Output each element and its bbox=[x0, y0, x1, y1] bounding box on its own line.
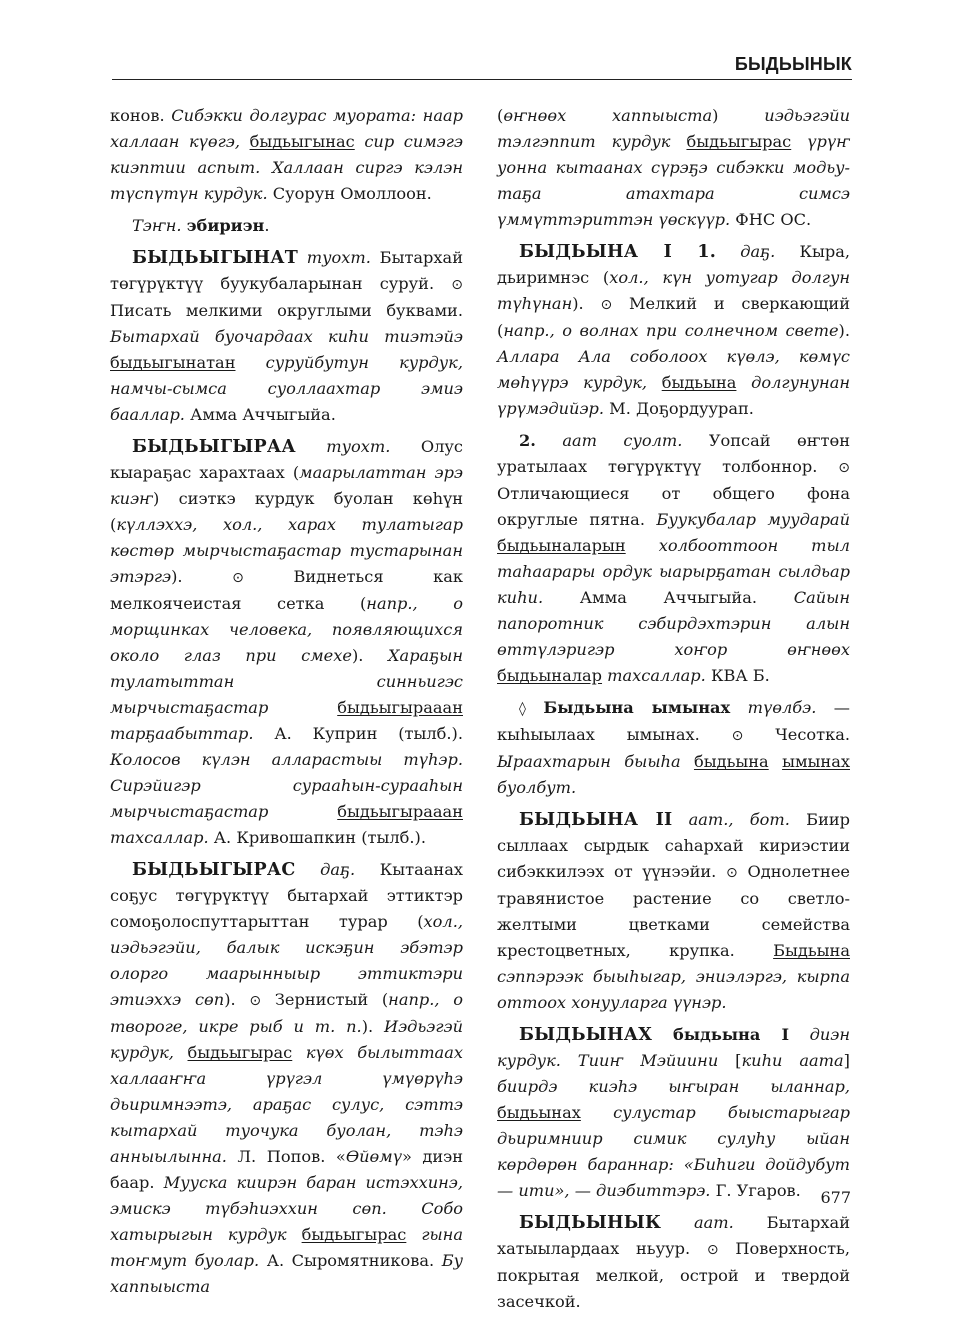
entry-bydygyraa: БЫДЬЫГЫРАА туохт. Олус кыараҕас харахтаах (маарылаттан эрэ киэҥ) сиэткэ курдук буолан көһүн (күллэххэ, хол., харах тулатыгар көстөр мырчыстаҕастар тустарынан этэргэ). ⊙ Виднеться как мелкоячеистая сетка (напр., о морщинках человека, появляющихся около глаз при смехе). Хараҕын тулатыттан синньигэс мырчыстаҕастар быдьыгырааан тарҕаабыттар. А. Куприн (тылб.). Колосов күлэн алларастыы түһэр. Сирэйигэр сурааһын-сурааһын мырчыстаҕастар быдьыгырааан тахсаллар. А. Кривошапкин (тылб.). bbox=[110, 437, 463, 847]
entry-bydygyras: БЫДЬЫГЫРАС даҕ. Кытаанах соҕус төгүрүктүү бытархай эттиктэр сомоҕолоспуттарыттан турар (хол., иэдьэгэйи, балык искэҕин эбэтэр олорго маарынныыр эттиктэри этиэххэ сөп). ⊙ Зернистый (напр., о твороге, икре рыб и т. п.). Иэдьэгэй курдук, быдьыгырас күөх былыттаах халлааҥҥа үрүгэл үмүөрүһэ дьиримнээтэ, араҕас сулус, сэттэ кытархай туочука буолан, тэһэ анныылынна. Л. Попов. «Өйөмү» диэн баар. Мууска киирэн баран истэххинэ, эмискэ түбэһиэххин сөп. Собо хатырыгын курдук быдьыгырас гына тоҥмут буолар. А. Сыромятникова. Бу хаппыыста bbox=[110, 860, 464, 1296]
headword: БЫДЬЫГЫНАТ bbox=[132, 248, 298, 268]
entry-bydyna-1: БЫДЬЫНА I 1. даҕ. Кыра, дьиримнэс (хол., күн уотугар долгун түһүнан). ⊙ Мелкий и сверкающий (напр., о волнах при солнечном свете). Аллара Ала соболоох күөлэ, көмүс мөһүүрэ курдук, быдьына долгунунан үрүмэдийэр. М. Доҕордуурап. bbox=[497, 242, 851, 418]
headword: БЫДЬЫГЫРАА bbox=[132, 437, 296, 457]
header-rule bbox=[112, 79, 852, 80]
phrase-marker-icon: ◊ bbox=[519, 701, 526, 717]
page-number: 677 bbox=[820, 1188, 851, 1207]
cross-reference: Тэҥн. эбириэн. bbox=[132, 216, 270, 235]
example-marker-icon: ⊙ bbox=[726, 865, 738, 881]
left-column bbox=[110, 103, 463, 1306]
entry-bydyna-2: БЫДЬЫНА II аат., бот. Биир сыллаах сырдык саһархай кириэстии сибэккилээх от үүнээйи. ⊙ Однолетнее травянистое растение со светло-желтыми цветками семейства крестоцветных, крупка. Быдьына сэппэрээк быыһыгар, эниэлэргэ, кырпа оттоох хонууларга үүнэр. bbox=[497, 810, 851, 1012]
headword: БЫДЬЫНЫК bbox=[519, 1213, 662, 1233]
entry-bydyna-1-sense-2: 2. аат суолт. Уопсай өҥтөн уратылаах төгүрүктүү толбоннор. ⊙ Отличающиеся от общего фона округлые пятна. Буукубалар муударай быдьыналарын холбооттоон тыл таһаарары ордук ыарырҕатан сылдьар киһи. Амма Аччыгыйа. Сайын папоротник сэбирдэхтэрин алын өттүлэригэр хоҥор өҥнөөх быдьыналар тахсаллар. КВА Б. bbox=[497, 431, 851, 685]
entry-continuation: конов. Сибэкки долгурас муората: наар халлаан күөгэ, быдьыгынас сир симэгэ киэптии аспыт. Халлаан сиргэ кэлэн түспүтүн курдук. Суорун Омоллоон. bbox=[110, 106, 464, 203]
example-marker-icon: ⊙ bbox=[706, 1242, 719, 1258]
headword: БЫДЬЫНАХ bbox=[519, 1025, 652, 1045]
example-marker-icon: ⊙ bbox=[731, 728, 744, 744]
example-marker-icon: ⊙ bbox=[838, 460, 850, 476]
entry-continuation: (өҥнөөх хаппыыста) иэдьэгэйи тэлгэппит курдук быдьыгырас үрүҥ уонна кытаанах сүрэҕэ сибэкки модьу-таҕа атахтара симсэ үммүттэриттэн үөскүүр. ФНС ОС. bbox=[497, 106, 850, 229]
phrase-bydyna-ymynakh: ◊ Быдьына ымынах түөлбэ. — кыһыылаах ымынах. ⊙ Чесотка. Ыраахтарын быыһа быдьына ымынах буолбут. bbox=[497, 698, 850, 797]
example-marker-icon: ⊙ bbox=[232, 570, 244, 586]
sense-number: 2. bbox=[519, 431, 536, 450]
entry-bydygynat: БЫДЬЫГЫНАТ туохт. Бытархай төгүрүктүү буукубаларынан суруй. ⊙ Писать мелкими округлыми буквами. Бытархай буочардаах киһи тиэтэйэ быдьыгынатан суруйбутун курдук, намчы-сымса суоллаахтар эмиэ бааллар. Амма Аччыгыйа. bbox=[110, 248, 463, 424]
example-marker-icon: ⊙ bbox=[451, 277, 463, 293]
running-head: БЫДЬЫНЫК bbox=[734, 54, 852, 74]
right-column bbox=[497, 103, 850, 1321]
example-marker-icon: ⊙ bbox=[600, 297, 613, 313]
headword: БЫДЬЫГЫРАС bbox=[132, 860, 296, 880]
entry-bydynyk: БЫДЬЫНЫК аат. Бытархай хатыылардаах ньуур. ⊙ Поверхность, покрытая мелкой, острой и твердой засечкой. bbox=[497, 1213, 850, 1311]
headword: БЫДЬЫНА II bbox=[519, 810, 673, 830]
entry-bydynakh: БЫДЬЫНАХ быдьына I диэн курдук. Тииҥ Мэйиини [киһи аата] биирдэ киэһэ ыҥыран ыланнар, быдьынах сулустар быыстарыгар дьиримниир симик сулуһу ыйан көрдөрөн бараннар: «Биһиги дойдубут — ити», — диэбиттэрэ. Г. Угаров. bbox=[497, 1025, 850, 1200]
headword: БЫДЬЫНА I 1. bbox=[519, 242, 716, 262]
phrase-headword: Быдьына ымынах bbox=[543, 698, 731, 717]
example-marker-icon: ⊙ bbox=[249, 993, 262, 1009]
